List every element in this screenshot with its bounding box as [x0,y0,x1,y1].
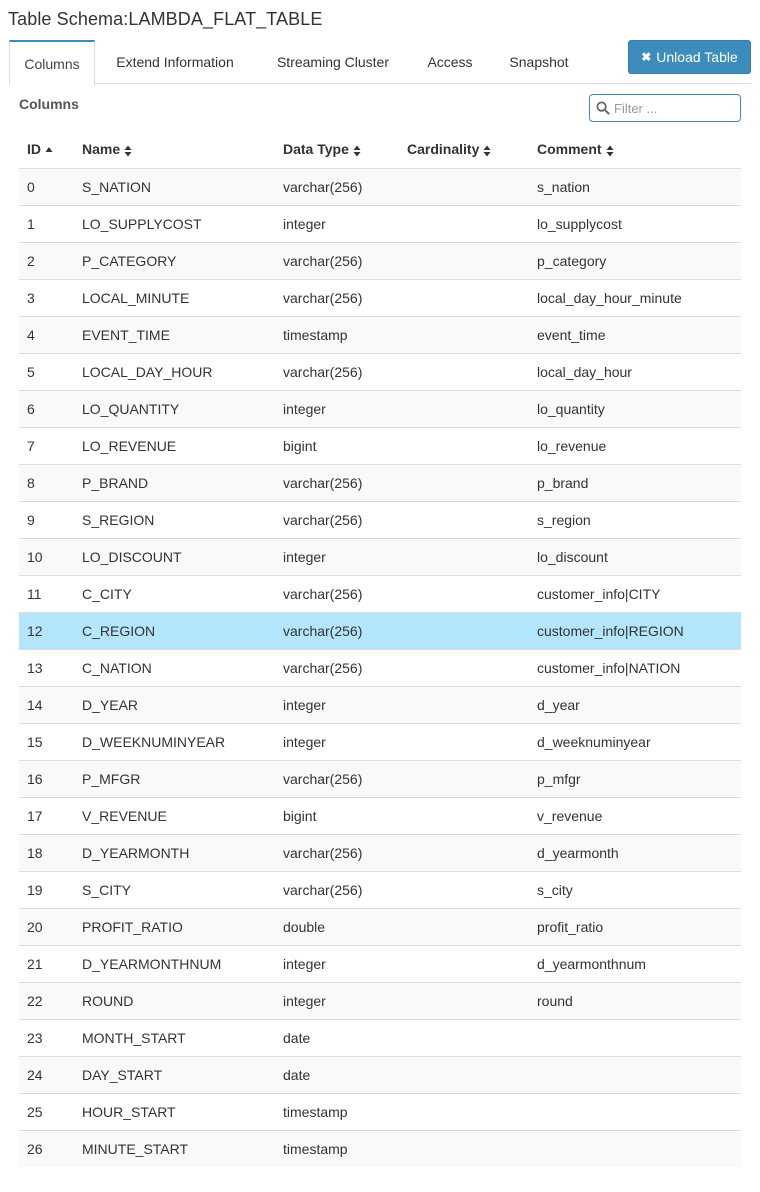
cell-data-type: varchar(256) [275,279,399,316]
table-row[interactable] [19,649,741,686]
cell-data-type: integer [275,390,399,427]
cell-comment: d_weeknuminyear [529,723,741,760]
cell-cardinality [399,686,529,723]
unload-table-button[interactable] [628,40,751,74]
cell-comment: lo_discount [529,538,741,575]
cell-cardinality [399,242,529,279]
cell-comment: customer_info|REGION [529,612,741,649]
sort-asc-icon [45,146,53,156]
cell-name: LOCAL_MINUTE [74,279,275,316]
tab-access[interactable]: Access [427,54,473,70]
cell-comment: p_category [529,242,741,279]
table-row[interactable] [19,205,741,242]
cell-id: 12 [19,612,74,649]
cell-cardinality [399,612,529,649]
cell-data-type: integer [275,538,399,575]
cell-name: P_MFGR [74,760,275,797]
cell-id: 20 [19,908,74,945]
tab-streaming-cluster[interactable]: Streaming Cluster [276,54,390,70]
table-body [19,168,741,1167]
cell-comment: d_yearmonthnum [529,945,741,982]
sort-icon [353,145,361,157]
table-row[interactable] [19,871,741,908]
table-row[interactable] [19,242,741,279]
cell-name: EVENT_TIME [74,316,275,353]
cell-comment: s_city [529,871,741,908]
table-row[interactable] [19,945,741,982]
filter-box [589,94,741,122]
cell-comment [529,1056,741,1093]
filter-input[interactable] [612,97,736,119]
tab-columns[interactable]: Columns [9,40,95,85]
columns-section-label: Columns [19,96,79,112]
table-row[interactable] [19,538,741,575]
cell-cardinality [399,316,529,353]
cell-data-type: varchar(256) [275,834,399,871]
cell-id: 1 [19,205,74,242]
table-row[interactable] [19,1056,741,1093]
cell-data-type: timestamp [275,1130,399,1167]
cell-id: 13 [19,649,74,686]
cell-id: 9 [19,501,74,538]
cell-name: D_YEAR [74,686,275,723]
cell-cardinality [399,168,529,205]
cell-id: 16 [19,760,74,797]
table-row[interactable] [19,427,741,464]
cell-comment: lo_quantity [529,390,741,427]
column-header-id-label: ID [27,141,41,158]
table-row[interactable] [19,834,741,871]
cell-comment: lo_revenue [529,427,741,464]
search-icon [596,101,610,115]
cell-comment: round [529,982,741,1019]
cell-id: 11 [19,575,74,612]
cell-data-type: date [275,1019,399,1056]
column-header-data-type-label: Data Type [283,141,349,158]
cell-data-type: varchar(256) [275,649,399,686]
cell-name: C_REGION [74,612,275,649]
cell-name: PROFIT_RATIO [74,908,275,945]
cell-data-type: bigint [275,427,399,464]
table-row[interactable] [19,1019,741,1056]
cell-id: 26 [19,1130,74,1167]
cell-cardinality [399,464,529,501]
cell-name: C_NATION [74,649,275,686]
cell-cardinality [399,871,529,908]
cell-cardinality [399,908,529,945]
table-row[interactable] [19,797,741,834]
cell-id: 24 [19,1056,74,1093]
cell-name: DAY_START [74,1056,275,1093]
cell-id: 18 [19,834,74,871]
table-row[interactable] [19,723,741,760]
times-icon: ✖ [641,50,652,64]
cell-name: D_WEEKNUMINYEAR [74,723,275,760]
table-row[interactable] [19,390,741,427]
sort-icon [483,145,491,157]
cell-id: 14 [19,686,74,723]
cell-comment: profit_ratio [529,908,741,945]
table-row[interactable] [19,686,741,723]
cell-name: D_YEARMONTHNUM [74,945,275,982]
cell-comment: s_region [529,501,741,538]
cell-data-type: timestamp [275,1093,399,1130]
cell-cardinality [399,279,529,316]
table-header-row [19,131,741,168]
cell-comment: local_day_hour [529,353,741,390]
unload-table-label: Unload Table [656,49,738,65]
cell-name: D_YEARMONTH [74,834,275,871]
column-header-data-type[interactable] [275,131,399,168]
cell-comment: v_revenue [529,797,741,834]
cell-name: LO_SUPPLYCOST [74,205,275,242]
cell-data-type: varchar(256) [275,575,399,612]
cell-name: HOUR_START [74,1093,275,1130]
cell-cardinality [399,1130,529,1167]
cell-id: 19 [19,871,74,908]
cell-data-type: integer [275,205,399,242]
cell-id: 6 [19,390,74,427]
column-header-comment-label: Comment [537,141,602,158]
cell-comment: d_yearmonth [529,834,741,871]
table-row[interactable] [19,982,741,1019]
cell-id: 2 [19,242,74,279]
cell-name: ROUND [74,982,275,1019]
cell-id: 15 [19,723,74,760]
table-row[interactable] [19,464,741,501]
cell-id: 7 [19,427,74,464]
cell-cardinality [399,1056,529,1093]
sort-icon [606,145,614,157]
table-row[interactable] [19,1130,741,1167]
cell-comment: local_day_hour_minute [529,279,741,316]
cell-name: LO_DISCOUNT [74,538,275,575]
table-row[interactable] [19,168,741,205]
column-header-name-label: Name [82,141,121,158]
table-row[interactable] [19,908,741,945]
cell-id: 8 [19,464,74,501]
cell-id: 23 [19,1019,74,1056]
column-header-cardinality[interactable] [399,131,529,168]
cell-data-type: integer [275,686,399,723]
cell-cardinality [399,1093,529,1130]
cell-comment: p_mfgr [529,760,741,797]
page-title: Table Schema:LAMBDA_FLAT_TABLE [8,9,323,29]
column-header-name[interactable] [74,131,275,168]
cell-comment: p_brand [529,464,741,501]
cell-id: 25 [19,1093,74,1130]
column-header-id[interactable] [19,131,74,168]
cell-id: 0 [19,168,74,205]
cell-cardinality [399,982,529,1019]
cell-comment: event_time [529,316,741,353]
cell-name: S_REGION [74,501,275,538]
cell-cardinality [399,390,529,427]
cell-data-type: integer [275,723,399,760]
cell-cardinality [399,353,529,390]
columns-table [19,131,741,1167]
cell-data-type: varchar(256) [275,612,399,649]
cell-name: MINUTE_START [74,1130,275,1167]
cell-data-type: integer [275,982,399,1019]
table-row[interactable] [19,1093,741,1130]
cell-data-type: integer [275,945,399,982]
cell-cardinality [399,575,529,612]
cell-cardinality [399,649,529,686]
table-row[interactable] [19,501,741,538]
cell-cardinality [399,945,529,982]
cell-data-type: varchar(256) [275,501,399,538]
cell-name: LO_QUANTITY [74,390,275,427]
cell-data-type: varchar(256) [275,464,399,501]
cell-name: C_CITY [74,575,275,612]
cell-data-type: bigint [275,797,399,834]
cell-cardinality [399,538,529,575]
cell-cardinality [399,427,529,464]
cell-comment: customer_info|NATION [529,649,741,686]
table-row[interactable] [19,575,741,612]
cell-cardinality [399,834,529,871]
tab-extend-information[interactable]: Extend Information [116,54,234,70]
cell-data-type: varchar(256) [275,871,399,908]
cell-cardinality [399,723,529,760]
cell-comment [529,1019,741,1056]
cell-name: P_CATEGORY [74,242,275,279]
cell-id: 22 [19,982,74,1019]
cell-comment: d_year [529,686,741,723]
cell-data-type: double [275,908,399,945]
cell-id: 5 [19,353,74,390]
column-header-comment[interactable] [529,131,741,168]
cell-comment: s_nation [529,168,741,205]
cell-id: 17 [19,797,74,834]
cell-id: 10 [19,538,74,575]
table-row[interactable] [19,760,741,797]
cell-data-type: varchar(256) [275,760,399,797]
cell-data-type: varchar(256) [275,353,399,390]
cell-id: 3 [19,279,74,316]
table-row[interactable] [19,279,741,316]
cell-data-type: date [275,1056,399,1093]
cell-cardinality [399,501,529,538]
table-row[interactable] [19,316,741,353]
cell-name: MONTH_START [74,1019,275,1056]
table-row[interactable] [19,353,741,390]
cell-cardinality [399,1019,529,1056]
column-header-cardinality-label: Cardinality [407,141,480,158]
cell-data-type: varchar(256) [275,242,399,279]
sort-icon [124,145,132,157]
tab-snapshot[interactable]: Snapshot [509,54,569,70]
cell-data-type: timestamp [275,316,399,353]
cell-name: P_BRAND [74,464,275,501]
cell-comment: customer_info|CITY [529,575,741,612]
cell-cardinality [399,760,529,797]
cell-data-type: varchar(256) [275,168,399,205]
cell-cardinality [399,205,529,242]
cell-name: LOCAL_DAY_HOUR [74,353,275,390]
table-row[interactable] [19,612,741,649]
cell-cardinality [399,797,529,834]
cell-name: S_NATION [74,168,275,205]
cell-name: S_CITY [74,871,275,908]
cell-comment [529,1130,741,1167]
cell-name: LO_REVENUE [74,427,275,464]
cell-comment: lo_supplycost [529,205,741,242]
cell-id: 21 [19,945,74,982]
cell-id: 4 [19,316,74,353]
cell-name: V_REVENUE [74,797,275,834]
cell-comment [529,1093,741,1130]
